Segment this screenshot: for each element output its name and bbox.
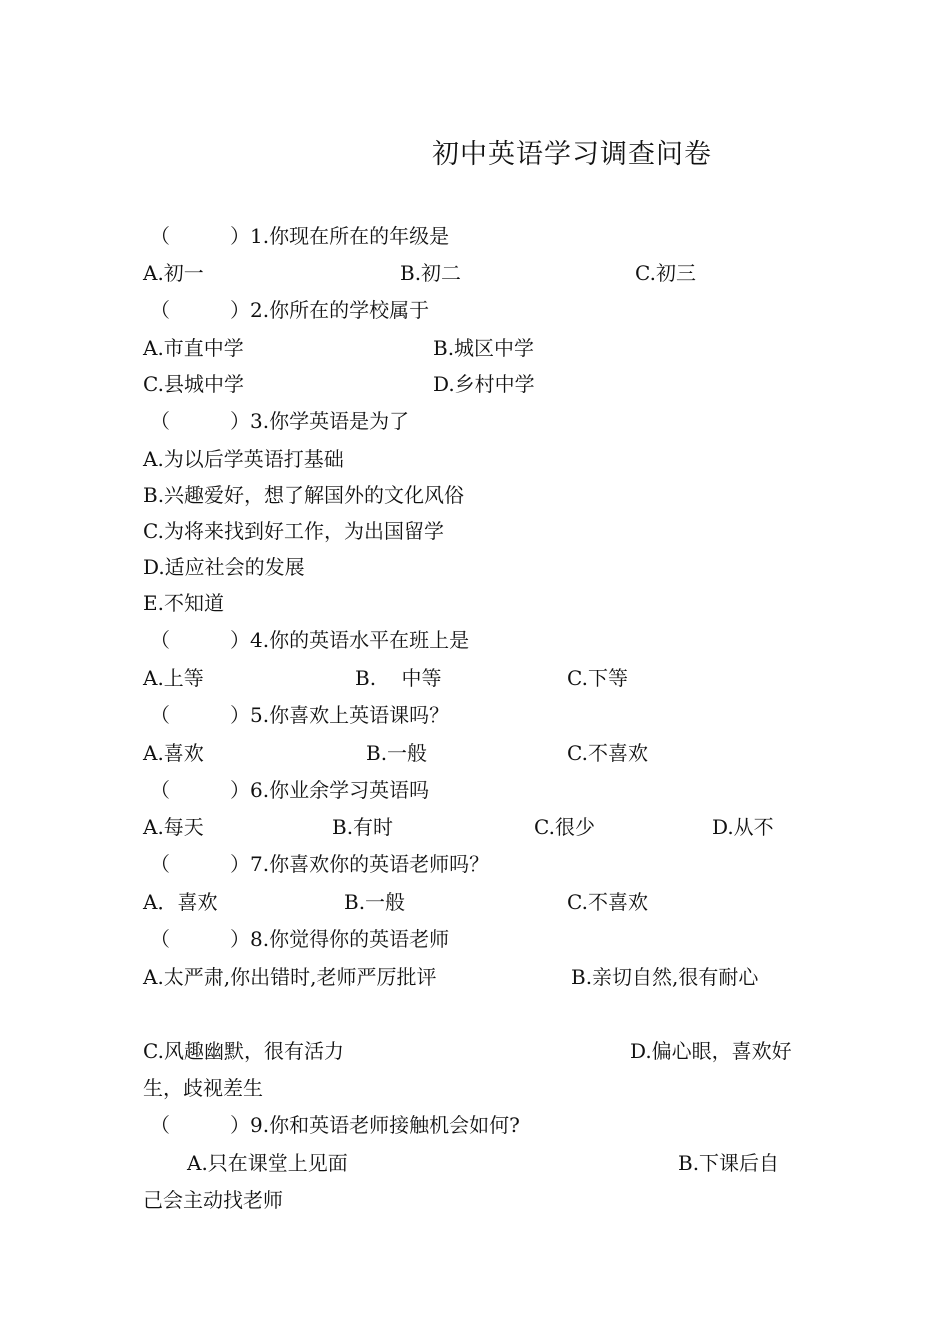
question-text: 5.你喜欢上英语课吗？ [250, 703, 450, 727]
option: B.兴趣爱好，想了解国外的文化风俗 [143, 483, 465, 507]
question-3 [150, 409, 409, 433]
option: A.市直中学 [143, 336, 244, 360]
question-9 [150, 1113, 520, 1137]
option: B.下课后自 [678, 1151, 780, 1175]
question-text: 6.你业余学习英语吗 [250, 778, 430, 802]
option: C.风趣幽默，很有活力 [143, 1039, 344, 1063]
option: C.为将来找到好工作，为出国留学 [143, 519, 444, 543]
option: A.只在课堂上见面 [187, 1151, 348, 1175]
answer-paren-open: （ [150, 852, 170, 876]
answer-paren-open: （ [150, 628, 170, 652]
option: E.不知道 [143, 591, 224, 615]
answer-paren-open: （ [150, 224, 170, 248]
option: B.初二 [400, 261, 462, 285]
option-continuation: 生，歧视差生 [143, 1076, 263, 1100]
question-1 [150, 224, 449, 248]
option: B.一般 [344, 890, 406, 914]
option: D.适应社会的发展 [143, 555, 305, 579]
question-2 [150, 298, 429, 322]
question-text: 9.你和英语老师接触机会如何? [250, 1113, 520, 1137]
question-text: 8.你觉得你的英语老师 [250, 927, 450, 951]
option: D.乡村中学 [433, 372, 535, 396]
option: A.每天 [143, 815, 204, 839]
answer-paren-open: （ [150, 409, 170, 433]
question-7 [150, 852, 489, 876]
question-text: 7.你喜欢你的英语老师吗？ [250, 852, 490, 876]
option: D.偏心眼，喜欢好 [630, 1039, 792, 1063]
option: A．喜欢 [143, 890, 218, 914]
option: C.初三 [635, 261, 696, 285]
answer-paren-open: （ [150, 927, 170, 951]
answer-paren-close: ） [230, 852, 250, 876]
answer-paren-open: （ [150, 1113, 170, 1137]
option: B. 中等 [355, 666, 442, 690]
question-text: 2.你所在的学校属于 [250, 298, 430, 322]
answer-paren-close: ） [230, 1113, 250, 1137]
option: C.很少 [534, 815, 595, 839]
option: A.为以后学英语打基础 [143, 447, 344, 471]
answer-paren-close: ） [230, 703, 250, 727]
option: C.县城中学 [143, 372, 244, 396]
question-4 [150, 628, 469, 652]
question-8 [150, 927, 449, 951]
option: A.喜欢 [143, 741, 204, 765]
option: A.太严肃,你出错时,老师严厉批评 [143, 965, 437, 989]
answer-paren-close: ） [230, 927, 250, 951]
option: B.一般 [366, 741, 428, 765]
answer-paren-close: ） [230, 409, 250, 433]
question-6 [150, 778, 429, 802]
answer-paren-close: ） [230, 778, 250, 802]
option: A.初一 [143, 261, 204, 285]
option: C.不喜欢 [567, 890, 648, 914]
question-5 [150, 703, 449, 727]
answer-paren-close: ） [230, 298, 250, 322]
option: C.不喜欢 [567, 741, 648, 765]
option: A.上等 [143, 666, 204, 690]
option: C.下等 [567, 666, 628, 690]
answer-paren-open: （ [150, 778, 170, 802]
option: B.有时 [332, 815, 394, 839]
option: B.城区中学 [433, 336, 535, 360]
answer-paren-close: ） [230, 628, 250, 652]
answer-paren-open: （ [150, 703, 170, 727]
question-text: 3.你学英语是为了 [250, 409, 410, 433]
document-title: 初中英语学习调查问卷 [432, 139, 712, 170]
answer-paren-close: ） [230, 224, 250, 248]
option: D.从不 [712, 815, 774, 839]
answer-paren-open: （ [150, 298, 170, 322]
option: B.亲切自然,很有耐心 [571, 965, 759, 989]
question-text: 4.你的英语水平在班上是 [250, 628, 470, 652]
option-continuation: 己会主动找老师 [143, 1188, 283, 1212]
question-text: 1.你现在所在的年级是 [250, 224, 450, 248]
